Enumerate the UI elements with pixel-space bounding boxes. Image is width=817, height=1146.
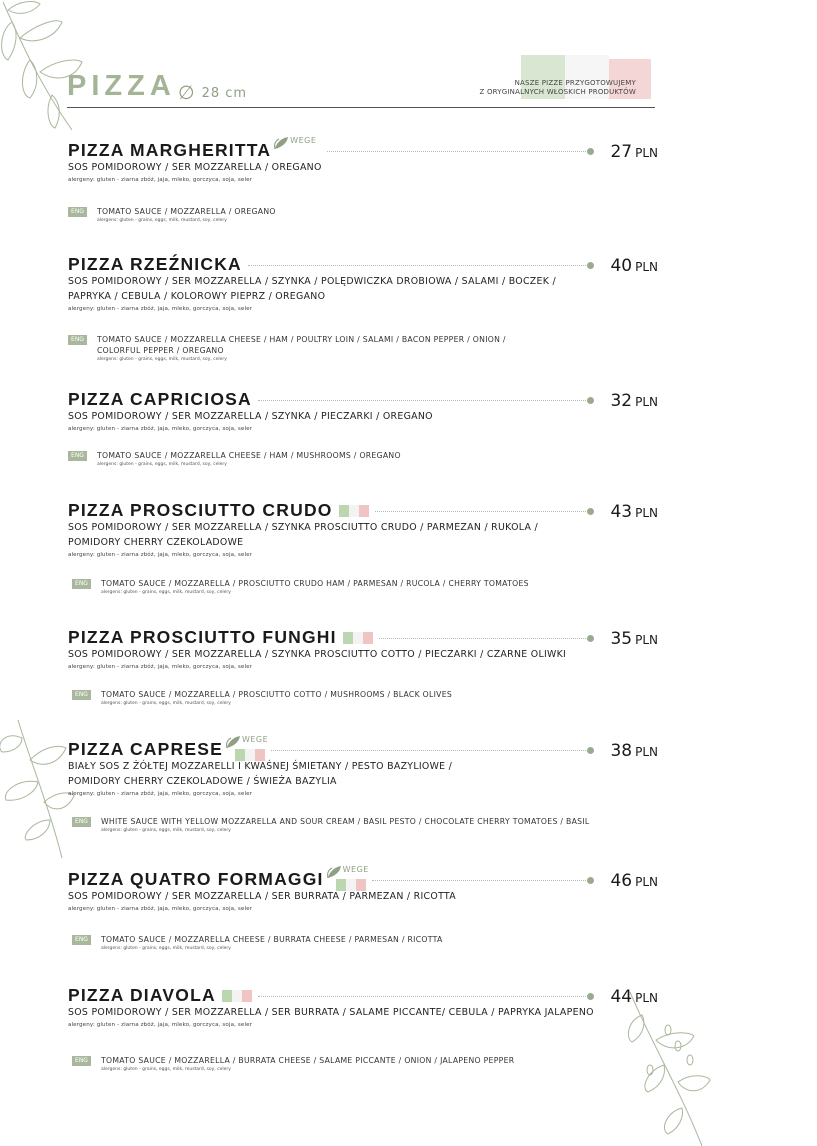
dotted-leader [271,750,586,751]
menu-item [68,389,658,499]
page-title: PIZZA [67,70,176,102]
item-price [610,256,658,276]
item-allergens-english: alergens: gluten - grains, eggs, milk, mustard, soy, celery [101,701,231,706]
item-description-english: TOMATO SAUCE / MOZZARELLA / OREGANO [97,207,276,216]
item-name: PIZZA RZEŹNICKA [68,254,242,274]
price-dot [587,747,594,754]
item-description: POMIDORY CHERRY CZEKOLADOWE / ŚWIEŻA BAZYLIA [68,776,337,787]
menu-item [68,865,658,979]
menu-item [68,500,658,610]
price-value: 43 [610,502,633,522]
wege-label: WEGE [342,865,369,874]
price-value: 32 [610,391,633,411]
menu-item [68,254,658,364]
item-allergens-english: alergens: gluten - grains, eggs, milk, mustard, soy, celery [101,1067,231,1072]
item-description: SOS POMIDOROWY / SER MOZZARELLA / SER BURRATA / PARMEZAN / RICOTTA [68,891,456,902]
item-allergens: alergeny: gluten - ziarna zbóż, jaja, mleko, gorczyca, soja, seler [68,906,253,912]
eng-badge: ENG [72,1056,91,1066]
price-currency: PLN [635,260,658,274]
item-allergens: alergeny: gluten - ziarna zbóż, jaja, mleko, gorczyca, soja, seler [68,664,253,670]
menu-item [68,627,658,737]
dotted-leader [258,996,586,997]
item-price [610,871,658,891]
item-description-english: WHITE SAUCE WITH YELLOW MOZZARELLA AND SOUR CREAM / BASIL PESTO / CHOCOLATE CHERRY TOMATOES / BASIL [101,817,590,826]
leaf-branch-top-left-decoration [0,0,90,135]
price-value: 35 [610,629,633,649]
item-description-english: TOMATO SAUCE / MOZZARELLA CHEESE / BURRATA CHEESE / PARMESAN / RICOTTA [101,935,443,944]
price-value: 38 [610,741,633,761]
item-description: SOS POMIDOROWY / SER MOZZARELLA / SZYNKA PROSCIUTTO COTTO / PIECZARKI / CZARNE OLIWKI [68,649,567,660]
wege-label: WEGE [290,136,317,145]
eng-badge: ENG [72,579,91,589]
item-name: PIZZA CAPRESE [68,739,223,759]
price-currency: PLN [635,506,658,520]
italian-flag-icon [343,632,373,644]
price-dot [587,397,594,404]
item-description: BIAŁY SOS Z ŻÓŁTEJ MOZZARELLI I KWAŚNEJ ŚMIETANY / PESTO BAZYLIOWE / [68,761,453,772]
item-allergens: alergeny: gluten - ziarna zbóż, jaja, mleko, gorczyca, soja, seler [68,1022,253,1028]
italian-flag-icon [339,505,369,517]
item-description-english: TOMATO SAUCE / MOZZARELLA / PROSCIUTTO COTTO / MUSHROOMS / BLACK OLIVES [101,690,453,699]
header-note-line: NASZE PIZZE PRZYGOTOWUJEMY [514,79,636,87]
price-dot [587,508,594,515]
italian-flag-icon [222,990,252,1002]
item-allergens-english: alergens: gluten - grains, eggs, milk, mustard, soy, celery [97,357,227,362]
eng-badge: ENG [68,451,87,461]
item-allergens: alergeny: gluten - ziarna zbóż, jaja, mleko, gorczyca, soja, seler [68,177,253,183]
price-value: 46 [610,871,633,891]
item-allergens: alergeny: gluten - ziarna zbóż, jaja, mleko, gorczyca, soja, seler [68,791,253,797]
price-currency: PLN [635,395,658,409]
price-dot [587,993,594,1000]
price-value: 44 [610,987,633,1007]
item-allergens-english: alergens: gluten - grains, eggs, milk, mustard, soy, celery [97,218,227,223]
header-note-line: Z ORYGINALNYCH WŁOSKICH PRODUKTÓW [479,88,636,96]
item-name: PIZZA QUATRO FORMAGGI [68,869,324,889]
eng-badge: ENG [68,335,87,345]
menu-item [68,735,658,849]
wege-label: WEGE [241,735,269,744]
item-description: SOS POMIDOROWY / SER MOZZARELLA / SZYNKA / PIECZARKI / OREGANO [68,411,433,422]
header-note [480,79,636,97]
eng-badge: ENG [72,935,91,945]
size-value: 28 cm [201,86,248,101]
menu-item [68,136,658,250]
item-description: SOS POMIDOROWY / SER MOZZARELLA / SZYNKA PROSCIUTTO CRUDO / PARMEZAN / RUKOLA / [68,522,538,533]
item-description-english: TOMATO SAUCE / MOZZARELLA CHEESE / HAM / POULTRY LOIN / SALAMI / BACON PEPPER / ONION / [97,335,506,344]
dotted-leader [327,151,586,152]
item-allergens-english: alergens: gluten - grains, eggs, milk, mustard, soy, celery [101,828,231,833]
price-value: 40 [610,256,633,276]
price-currency: PLN [635,991,658,1005]
item-description: PAPRYKA / CEBULA / KOLOROWY PIEPRZ / OREGANO [68,291,326,302]
price-dot [587,262,594,269]
price-currency: PLN [635,745,658,759]
item-name: PIZZA DIAVOLA [68,985,216,1005]
price-dot [587,148,594,155]
leaf-branch-left-decoration [0,720,75,860]
price-dot [587,877,594,884]
item-description: SOS POMIDOROWY / SER MOZZARELLA / SZYNKA / POLĘDWICZKA DROBIOWA / SALAMI / BOCZEK / [68,276,556,287]
leaf-icon [225,734,241,750]
dotted-leader [375,511,586,512]
dotted-leader [379,638,586,639]
item-allergens-english: alergens: gluten - grains, eggs, milk, mustard, soy, celery [97,462,227,467]
header-divider [67,107,655,108]
item-price [610,502,658,522]
price-currency: PLN [635,633,658,647]
leaf-icon [326,864,342,880]
item-allergens: alergeny: gluten - ziarna zbóż, jaja, mleko, gorczyca, soja, seler [68,426,253,432]
menu-item [68,985,658,1095]
item-name: PIZZA PROSCIUTTO FUNGHI [68,627,337,647]
item-description-english: TOMATO SAUCE / MOZZARELLA / BURRATA CHEESE / SALAME PICCANTE / ONION / JALAPENO PEPPER [101,1056,515,1065]
diameter-icon: ∅ [178,82,196,104]
item-description-english: COLORFUL PEPPER / OREGANO [97,346,224,355]
item-allergens-english: alergens: gluten - grains, eggs, milk, mustard, soy, celery [101,590,231,595]
price-dot [587,635,594,642]
item-allergens: alergeny: gluten - ziarna zbóż, jaja, mleko, gorczyca, soja, seler [68,306,253,312]
item-name: PIZZA MARGHERITTA [68,140,272,160]
price-value: 27 [610,142,633,162]
pizza-size [178,80,247,102]
item-description: POMIDORY CHERRY CZEKOLADOWE [68,537,244,548]
item-price [610,987,658,1007]
item-name: PIZZA CAPRICIOSA [68,389,252,409]
item-allergens: alergeny: gluten - ziarna zbóż, jaja, mleko, gorczyca, soja, seler [68,552,253,558]
item-description: SOS POMIDOROWY / SER MOZZARELLA / OREGANO [68,162,322,173]
dotted-leader [248,265,586,266]
eng-badge: ENG [72,690,91,700]
item-description: SOS POMIDOROWY / SER MOZZARELLA / SER BURRATA / SALAME PICCANTE/ CEBULA / PAPRYKA JALAPENO [68,1007,594,1018]
item-price [610,142,658,162]
eng-badge: ENG [72,817,91,827]
leaf-icon [273,135,289,151]
item-name: PIZZA PROSCIUTTO CRUDO [68,500,333,520]
item-description-english: TOMATO SAUCE / MOZZARELLA CHEESE / HAM / MUSHROOMS / OREGANO [97,451,401,460]
item-description-english: TOMATO SAUCE / MOZZARELLA / PROSCIUTTO CRUDO HAM / PARMESAN / RUCOLA / CHERRY TOMATOES [101,579,529,588]
item-allergens-english: alergens: gluten - grains, eggs, milk, mustard, soy, celery [101,946,231,951]
dotted-leader [258,400,586,401]
eng-badge: ENG [68,207,87,217]
price-currency: PLN [635,146,658,160]
item-price [610,741,658,761]
dotted-leader [372,880,586,881]
price-currency: PLN [635,875,658,889]
item-price [610,391,658,411]
item-price [610,629,658,649]
